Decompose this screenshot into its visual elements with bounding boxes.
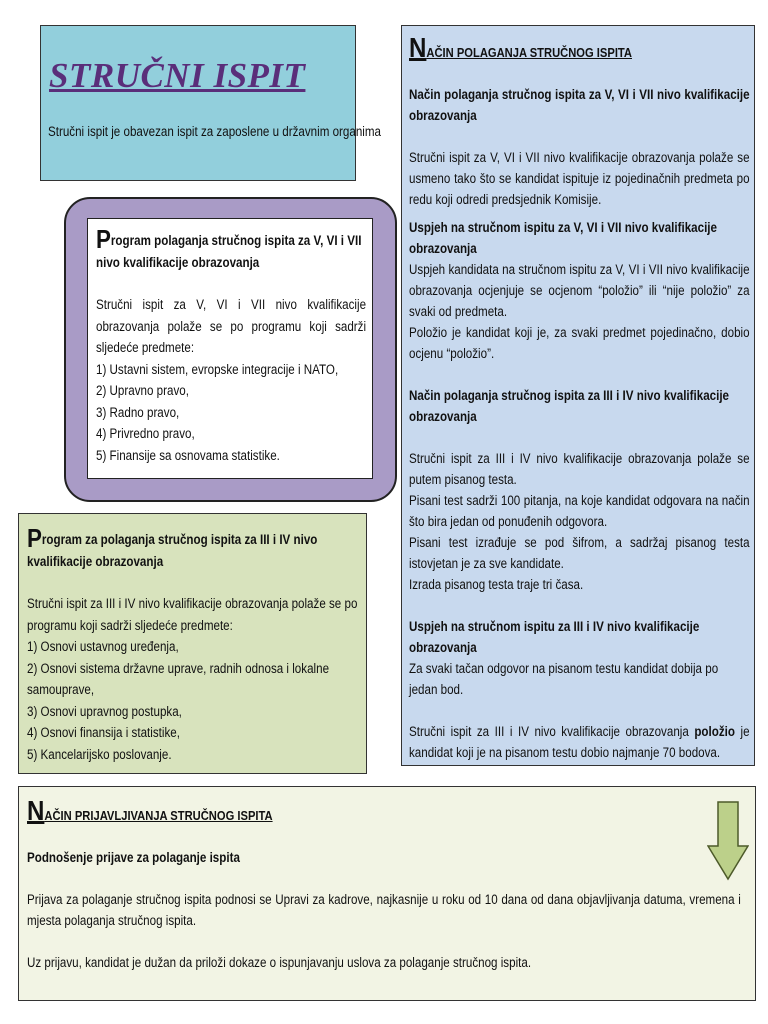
nacin-polaganja-box bbox=[401, 25, 755, 766]
down-arrow-icon bbox=[707, 801, 749, 881]
program-v-vi-vii-heading: Program polaganja stručnog ispita za V, VI i VII nivo kvalifikacije obrazovanja bbox=[96, 224, 362, 270]
paragraph: Pisani test sadrži 100 pitanja, na koje kandidat odgovara na način što bira jedan od ponuđenih odgovora. bbox=[409, 493, 750, 529]
program-iii-iv-content bbox=[27, 523, 367, 765]
list-item: 2) Osnovi sistema državne uprave, radnih odnosa i lokalne samouprave, bbox=[27, 660, 330, 697]
paragraph: Uspjeh kandidata na stručnom ispitu za V, VI i VII nivo kvalifikacije obrazovanja ocjenjuje se ocjenom “položio” ili “nije položio” za svaki od predmeta. bbox=[409, 262, 750, 319]
paragraph: Prijava za polaganje stručnog ispita podnosi se Upravi za kadrove, najkasnije u roku od 10 dana od dana objavljivanja datuma, vremena i mjesta polaganja stručnog ispita. bbox=[27, 892, 741, 928]
nacin-prijavljivanja-box bbox=[18, 786, 756, 1001]
program-iii-iv-heading: Program za polaganja stručnog ispita za III i IV nivo kvalifikacije obrazovanja bbox=[27, 523, 318, 569]
list-item: 5) Finansije sa osnovama statistike. bbox=[96, 447, 280, 463]
paragraph: Uz prijavu, kandidat je dužan da priloži dokaze o ispunjavanju uslova za polaganje stručnog ispita. bbox=[27, 955, 532, 970]
paragraph: Stručni ispit za III i IV nivo kvalifikacije obrazovanja polaže se putem pisanog testa. bbox=[409, 451, 750, 487]
list-item: 1) Ustavni sistem, evropske integracije i NATO, bbox=[96, 361, 339, 377]
section-title: NAČIN PRIJAVLJIVANJA STRUČNOG ISPITA bbox=[27, 795, 273, 826]
program-v-vi-vii-box bbox=[87, 218, 373, 479]
program-v-vi-vii-intro: Stručni ispit za V, VI i VII nivo kvalifikacije obrazovanja polaže se po programu koji sadrži sljedeće predmete: bbox=[96, 297, 367, 355]
list-item: 4) Privredno pravo, bbox=[96, 426, 195, 441]
paragraph: Stručni ispit za V, VI i VII nivo kvalifikacije obrazovanja polaže se usmeno tako što se kandidat ispituje iz pojedinačnih predmeta po redu koji odredi predsjednik Komisije. bbox=[409, 150, 750, 207]
list-item: 5) Kancelarijsko poslovanje. bbox=[27, 746, 172, 762]
program-v-vi-vii-content bbox=[96, 224, 367, 466]
paragraph: Stručni ispit za III i IV nivo kvalifikacije obrazovanja položio je kandidat koji je na pisanom testu dobio najmanje 70 bodova. bbox=[409, 724, 750, 760]
section-heading: Uspjeh na stručnom ispitu za III i IV nivo kvalifikacije obrazovanja bbox=[409, 619, 700, 655]
paragraph: Izrada pisanog testa traje tri časa. bbox=[409, 577, 584, 592]
list-item: 1) Osnovi ustavnog uređenja, bbox=[27, 639, 179, 654]
page-title: STRUČNI ISPIT bbox=[49, 56, 306, 95]
paragraph: Za svaki tačan odgovor na pisanom testu kandidat dobija po jedan bod. bbox=[409, 661, 719, 697]
program-iii-iv-box bbox=[18, 513, 367, 774]
list-item: 3) Radno pravo, bbox=[96, 404, 180, 420]
nacin-prijavljivanja-content bbox=[27, 795, 741, 973]
section-heading: Način polaganja stručnog ispita za V, VI i VII nivo kvalifikacije obrazovanja bbox=[409, 87, 750, 123]
section-heading: Način polaganja stručnog ispita za III i IV nivo kvalifikacije obrazovanja bbox=[409, 388, 730, 424]
paragraph: Položio je kandidat koji je, za svaki predmet pojedinačno, dobio ocjenu “položio”. bbox=[409, 325, 750, 361]
list-item: 3) Osnovi upravnog postupka, bbox=[27, 703, 182, 719]
nacin-polaganja-content bbox=[409, 32, 750, 763]
section-title: NAČIN POLAGANJA STRUČNOG ISPITA bbox=[409, 32, 633, 63]
section-heading: Podnošenje prijave za polaganje ispita bbox=[27, 850, 240, 865]
list-item: 4) Osnovi finansija i statistike, bbox=[27, 725, 180, 740]
title-box bbox=[40, 25, 381, 181]
section-heading: Uspjeh na stručnom ispitu za V, VI i VII nivo kvalifikacije obrazovanja bbox=[409, 220, 717, 256]
page-subtitle: Stručni ispit je obavezan ispit za zaposlene u državnim organima bbox=[48, 124, 381, 139]
list-item: 2) Upravno pravo, bbox=[96, 383, 189, 398]
program-iii-iv-intro: Stručni ispit za III i IV nivo kvalifikacije obrazovanja polaže se po programu koji sadrži sljedeće predmete: bbox=[27, 596, 358, 633]
paragraph: Pisani test izrađuje se pod šifrom, a sadržaj pisanog testa istovjetan je za sve kandidate. bbox=[409, 535, 750, 571]
